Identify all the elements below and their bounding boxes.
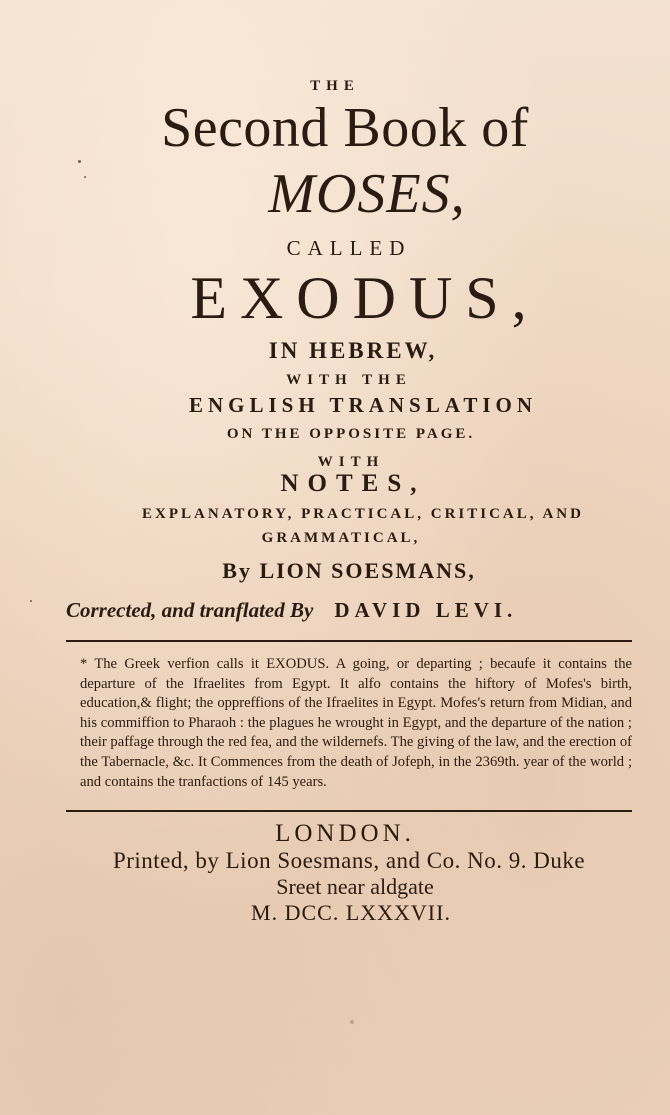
divider-bottom [66,810,632,812]
title-line-2: MOSES, [268,163,466,225]
footnote-text: * The Greek verfion calls it EXODUS. A going, or departing ; becaufe it contains the departure of the Ifraelites from Egypt. It alfo contains the hiftory of Mofes's birth, education,& flight; the oppreffions of the Ifraelites in Egypt. Mofes's return from Midian, and his commiffion to Pharaoh : the plagues he wrought in Egypt, and the departure of the nation ; their paffage through the red fea, and the wildernefs. The giving of the law, and the erection of the Tabernacle, &c. It Commences from the death of Jofeph, in the 2369th. year of the world ; and contains the tranfactions of 145 years. [80,656,632,790]
imprint-city: LONDON. [275,820,415,847]
opposite-page-label: ON THE OPPOSITE PAGE. [226,426,476,442]
imprint-printer: Printed, by Lion Soesmans, and Co. No. 9. Duke [112,848,586,873]
notes-label: NOTES, [280,470,426,497]
divider-top [66,640,632,642]
title-article: THE [310,78,360,94]
notes-description-2: GRAMMATICAL, [261,530,421,546]
book-name: EXODUS, [190,265,540,331]
imprint-street: Sreet near aldgate [276,874,434,899]
paper-speck [84,176,86,178]
in-hebrew-label: IN HEBREW, [268,338,438,363]
author-byline: By LION SOESMANS, [222,558,476,583]
with-label: WITH [317,454,385,470]
english-translation-label: ENGLISH TRANSLATION [188,393,538,417]
with-the-label: WITH THE [286,372,412,388]
paper-speck [78,160,81,163]
called-label: CALLED [286,236,412,260]
translator-line [66,598,517,623]
imprint-year: M. DCC. LXXXVII. [251,900,451,925]
title-line-1: Second Book of [161,97,529,159]
paper-speck [30,600,32,602]
translator-prefix: Corrected, and tranflated By [66,598,314,622]
notes-description: EXPLANATORY, PRACTICAL, CRITICAL, AND [142,506,584,522]
paper-speck [350,1020,354,1024]
translator-name: DAVID LEVI. [334,598,518,622]
